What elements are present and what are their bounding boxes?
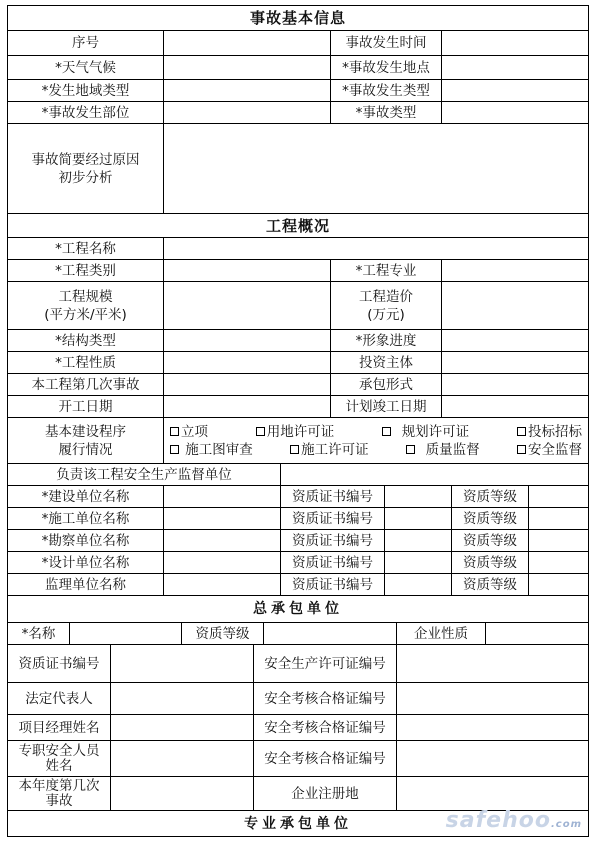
row-project-name xyxy=(7,237,589,259)
label-gc-assess-cert-3: 安全考核合格证编号 xyxy=(253,740,396,776)
section-header-accident xyxy=(7,5,589,30)
field-start-date[interactable] xyxy=(163,395,330,417)
label-gc-pm-name: 项目经理姓名 xyxy=(7,714,110,740)
checkbox-icon xyxy=(170,427,179,436)
label-contract-form: 承包形式 xyxy=(330,373,441,395)
label-grade: 资质等级 xyxy=(451,507,528,529)
label-safety-staff-line2: 姓名 xyxy=(45,757,73,774)
row-summary xyxy=(7,123,589,213)
field-grade[interactable] xyxy=(528,529,589,551)
label-year-nth-line1: 本年度第几次 xyxy=(18,777,100,794)
label-start-date: 开工日期 xyxy=(7,395,163,417)
label-gc-nature: 企业性质 xyxy=(396,622,485,644)
field-cert-no[interactable] xyxy=(384,485,451,507)
label-project-name: *工程名称 xyxy=(7,237,163,259)
checkbox-bidding[interactable]: 投标招标 xyxy=(517,423,582,441)
field-investor[interactable] xyxy=(441,351,589,373)
checklist-row-1 xyxy=(164,423,588,441)
label-project-category: *工程类别 xyxy=(7,259,163,281)
checkbox-land-permit[interactable]: 用地许可证 xyxy=(256,423,335,441)
label-accident-kind: *事故发生类型 xyxy=(330,79,441,101)
row-gc-cert xyxy=(7,644,589,682)
label-cert-no: 资质证书编号 xyxy=(280,507,384,529)
label-cert-no: 资质证书编号 xyxy=(280,529,384,551)
label-gc-name: *名称 xyxy=(7,622,69,644)
row-dates xyxy=(7,395,589,417)
label-grade: 资质等级 xyxy=(451,573,528,595)
field-gc-assess-cert-1[interactable] xyxy=(396,682,589,714)
section-title: 事故基本信息 xyxy=(7,5,589,30)
field-nth-accident[interactable] xyxy=(163,373,330,395)
label-gc-safety-permit: 安全生产许可证编号 xyxy=(253,644,396,682)
field-gc-pm-name[interactable] xyxy=(110,714,253,740)
field-unit-name[interactable] xyxy=(163,573,280,595)
checkbox-icon xyxy=(256,427,265,436)
field-supervisor-unit[interactable] xyxy=(280,463,589,485)
label-supervisor-unit: 负责该工程安全生产监督单位 xyxy=(7,463,280,485)
procedure-checklist xyxy=(163,417,589,463)
label-project-specialty: *工程专业 xyxy=(330,259,441,281)
row-region-kind xyxy=(7,79,589,101)
field-accident-time[interactable] xyxy=(441,30,589,55)
checkbox-quality-supervision[interactable]: 质量监督 xyxy=(406,441,480,459)
label-region-type: *发生地域类型 xyxy=(7,79,163,101)
field-unit-name[interactable] xyxy=(163,485,280,507)
section-title: 工程概况 xyxy=(7,213,589,237)
field-accident-kind[interactable] xyxy=(441,79,589,101)
label-summary-line2: 初步分析 xyxy=(58,169,113,186)
row-nth-contract xyxy=(7,373,589,395)
row-structure-progress xyxy=(7,329,589,351)
label-cert-no: 资质证书编号 xyxy=(280,551,384,573)
field-planned-completion[interactable] xyxy=(441,395,589,417)
field-accident-type[interactable] xyxy=(441,101,589,123)
label-gc-reg-place: 企业注册地 xyxy=(253,776,396,810)
table-bottom-border xyxy=(7,836,589,837)
label-investor: 投资主体 xyxy=(330,351,441,373)
field-gc-assess-cert-2[interactable] xyxy=(396,714,589,740)
row-unit-survey xyxy=(7,529,589,551)
label-gc-year-nth xyxy=(7,776,110,810)
section-header-project xyxy=(7,213,589,237)
field-summary[interactable] xyxy=(163,123,589,213)
field-grade[interactable] xyxy=(528,507,589,529)
field-grade[interactable] xyxy=(528,485,589,507)
field-cert-no[interactable] xyxy=(384,529,451,551)
field-contract-form[interactable] xyxy=(441,373,589,395)
checkbox-construction-permit[interactable]: 施工许可证 xyxy=(290,441,369,459)
field-gc-nature[interactable] xyxy=(485,622,589,644)
row-weather-location xyxy=(7,55,589,79)
field-seq[interactable] xyxy=(163,30,330,55)
label-scale-line1: 工程规模 xyxy=(58,288,113,305)
label-cert-no: 资质证书编号 xyxy=(280,485,384,507)
section-title: 总承包单位 xyxy=(7,595,589,622)
row-seq-time xyxy=(7,30,589,55)
field-gc-grade[interactable] xyxy=(263,622,396,644)
row-unit-design xyxy=(7,551,589,573)
checkbox-icon xyxy=(517,427,526,436)
label-gc-grade: 资质等级 xyxy=(181,622,263,644)
label-procedure-line2: 履行情况 xyxy=(58,441,113,458)
label-project-nature: *工程性质 xyxy=(7,351,163,373)
field-grade[interactable] xyxy=(528,551,589,573)
label-scale-line2: (平方米/平米) xyxy=(44,306,127,323)
checkbox-icon xyxy=(406,445,415,454)
label-nth-accident: 本工程第几次事故 xyxy=(7,373,163,395)
field-gc-cert-no[interactable] xyxy=(110,644,253,682)
label-summary-line1: 事故简要经过原因 xyxy=(31,151,140,168)
field-gc-year-nth[interactable] xyxy=(110,776,253,810)
field-region-type[interactable] xyxy=(163,79,330,101)
field-unit-name[interactable] xyxy=(163,551,280,573)
field-progress[interactable] xyxy=(441,329,589,351)
label-unit-name: 监理单位名称 xyxy=(7,573,163,595)
field-cert-no[interactable] xyxy=(384,573,451,595)
field-location[interactable] xyxy=(441,55,589,79)
checkbox-planning-permit[interactable]: 规划许可证 xyxy=(382,423,469,441)
field-cert-no[interactable] xyxy=(384,507,451,529)
field-grade[interactable] xyxy=(528,573,589,595)
label-gc-assess-cert-2: 安全考核合格证编号 xyxy=(253,714,396,740)
label-seq: 序号 xyxy=(7,30,163,55)
label-accident-time: 事故发生时间 xyxy=(330,30,441,55)
checkbox-icon xyxy=(170,445,179,454)
field-project-scale[interactable] xyxy=(163,281,330,329)
row-category-specialty xyxy=(7,259,589,281)
row-unit-supervision xyxy=(7,573,589,595)
row-supervisor-unit xyxy=(7,463,589,485)
label-project-scale xyxy=(7,281,163,329)
checkbox-icon xyxy=(290,445,299,454)
field-gc-assess-cert-3[interactable] xyxy=(396,740,589,776)
label-year-nth-line2: 事故 xyxy=(45,792,73,809)
label-cost-line2: (万元) xyxy=(367,306,405,323)
label-unit-name: *勘察单位名称 xyxy=(7,529,163,551)
label-procedure xyxy=(7,417,163,463)
checkbox-drawing-review[interactable]: 施工图审查 xyxy=(170,441,253,459)
label-unit-name: *施工单位名称 xyxy=(7,507,163,529)
field-project-name[interactable] xyxy=(163,237,589,259)
label-grade: 资质等级 xyxy=(451,529,528,551)
field-project-nature[interactable] xyxy=(163,351,330,373)
field-gc-legal-rep[interactable] xyxy=(110,682,253,714)
checkbox-project-approval[interactable]: 立项 xyxy=(170,423,208,441)
label-unit-name: *建设单位名称 xyxy=(7,485,163,507)
checkbox-icon xyxy=(517,445,526,454)
label-cert-no: 资质证书编号 xyxy=(280,573,384,595)
field-gc-reg-place[interactable] xyxy=(396,776,589,810)
label-weather: *天气气候 xyxy=(7,55,163,79)
checkbox-safety-supervision[interactable]: 安全监督 xyxy=(517,441,582,459)
field-part[interactable] xyxy=(163,101,330,123)
label-safety-staff-line1: 专职安全人员 xyxy=(18,742,100,759)
watermark-logo: safehoo.com xyxy=(445,808,582,833)
label-planned-completion: 计划竣工日期 xyxy=(330,395,441,417)
row-part-type xyxy=(7,101,589,123)
section-header-general-contractor xyxy=(7,595,589,622)
field-unit-name[interactable] xyxy=(163,507,280,529)
checklist-row-2 xyxy=(164,441,588,459)
label-gc-cert-no: 资质证书编号 xyxy=(7,644,110,682)
field-weather[interactable] xyxy=(163,55,330,79)
field-gc-safety-staff[interactable] xyxy=(110,740,253,776)
label-structure: *结构类型 xyxy=(7,329,163,351)
label-location: *事故发生地点 xyxy=(330,55,441,79)
label-progress: *形象进度 xyxy=(330,329,441,351)
row-gc-name xyxy=(7,622,589,644)
label-procedure-line1: 基本建设程序 xyxy=(45,423,126,440)
row-gc-pm xyxy=(7,714,589,740)
field-project-category[interactable] xyxy=(163,259,330,281)
field-structure[interactable] xyxy=(163,329,330,351)
row-gc-legal-rep xyxy=(7,682,589,714)
label-accident-type: *事故类型 xyxy=(330,101,441,123)
row-unit-construction-owner xyxy=(7,485,589,507)
label-grade: 资质等级 xyxy=(451,485,528,507)
label-cost-line1: 工程造价 xyxy=(359,288,413,305)
label-gc-assess-cert-1: 安全考核合格证编号 xyxy=(253,682,396,714)
field-gc-safety-permit[interactable] xyxy=(396,644,589,682)
field-cert-no[interactable] xyxy=(384,551,451,573)
row-unit-builder xyxy=(7,507,589,529)
label-gc-legal-rep: 法定代表人 xyxy=(7,682,110,714)
field-gc-name[interactable] xyxy=(69,622,181,644)
label-gc-safety-staff xyxy=(7,740,110,776)
section-title: 专业承包单位 xyxy=(7,810,589,836)
label-grade: 资质等级 xyxy=(451,551,528,573)
row-scale-cost xyxy=(7,281,589,329)
field-project-cost[interactable] xyxy=(441,281,589,329)
row-procedure xyxy=(7,417,589,463)
field-project-specialty[interactable] xyxy=(441,259,589,281)
label-summary xyxy=(7,123,163,213)
label-part: *事故发生部位 xyxy=(7,101,163,123)
row-gc-year-nth xyxy=(7,776,589,810)
row-nature-investor xyxy=(7,351,589,373)
row-gc-safety-staff xyxy=(7,740,589,776)
field-unit-name[interactable] xyxy=(163,529,280,551)
checkbox-icon xyxy=(382,427,391,436)
label-unit-name: *设计单位名称 xyxy=(7,551,163,573)
label-project-cost xyxy=(330,281,441,329)
